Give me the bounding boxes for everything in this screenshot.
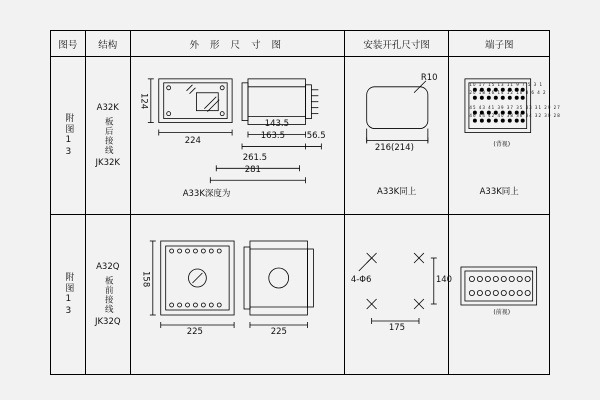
row1-hole-radius: R10 bbox=[420, 73, 438, 83]
row1-dim-height: 124 bbox=[138, 93, 149, 110]
row2-hole-height: 140 bbox=[435, 275, 453, 285]
row1-structure bbox=[86, 57, 131, 214]
row1-terminal-row-3: 45 43 41 39 37 35 33 31 29 27 bbox=[469, 105, 561, 110]
row1-structure-top: A32K bbox=[96, 102, 119, 113]
row1-terminal-drawing bbox=[449, 57, 561, 214]
row2-terminal-caption: (前视) bbox=[493, 309, 511, 316]
header-outline-dwg: 外 形 尺 寸 图 bbox=[131, 31, 345, 56]
table-header-row bbox=[51, 31, 549, 57]
row1-dim-depth-b: 163.5 bbox=[260, 131, 286, 141]
row1-terminal-row-1: 10 17 15 13 11 9 7 5 3 1 bbox=[469, 82, 544, 87]
row2-terminal-drawing bbox=[449, 215, 549, 374]
row1-fig-no-label: 附图13 bbox=[63, 112, 74, 159]
row1-structure-bottom: JK32K bbox=[95, 157, 121, 168]
row2-hole-width: 175 bbox=[388, 323, 406, 333]
row2-dim-width: 225 bbox=[186, 327, 203, 337]
row1-hole-width: 216(214) bbox=[374, 143, 414, 153]
row2-structure-middle: 板前接线 bbox=[103, 275, 114, 314]
row2-dim-height: 158 bbox=[140, 271, 151, 288]
row2-outline-drawing bbox=[131, 215, 345, 374]
row1-outline-canvas bbox=[131, 57, 344, 214]
row2-structure bbox=[86, 215, 131, 374]
row2-hole-canvas bbox=[345, 215, 453, 374]
row1-outline-note: A33K深度为 bbox=[182, 189, 231, 199]
spec-table bbox=[50, 30, 561, 375]
table-row bbox=[51, 215, 549, 374]
row2-structure-top: A32Q bbox=[96, 261, 120, 272]
row1-dim-total-b: 281 bbox=[244, 165, 261, 175]
header-mounting-hole-dwg: 安装开孔尺寸图 bbox=[345, 31, 450, 56]
row1-fig-no bbox=[51, 57, 86, 214]
row2-structure-bottom: JK32Q bbox=[94, 316, 121, 327]
row1-dim-width: 224 bbox=[184, 136, 201, 146]
header-structure: 结构 bbox=[86, 31, 131, 56]
row1-dim-total-a: 261.5 bbox=[242, 153, 268, 163]
header-fig-no: 图号 bbox=[51, 31, 86, 56]
row1-structure-middle: 板后接线 bbox=[103, 116, 114, 155]
row1-hole-note: A33K同上 bbox=[377, 187, 417, 197]
row1-outline-drawing bbox=[131, 57, 345, 214]
row1-terminal-canvas bbox=[449, 57, 561, 214]
row1-dim-depth-a: 143.5 bbox=[264, 119, 290, 129]
row2-outline-canvas bbox=[131, 215, 344, 374]
row2-terminal-canvas bbox=[449, 215, 549, 374]
row1-hole-canvas bbox=[345, 57, 449, 214]
row2-hole-count: 4-Φ6 bbox=[350, 275, 372, 285]
row1-dim-flange: 56.5 bbox=[306, 131, 326, 141]
row2-fig-no-label: 附图13 bbox=[63, 271, 74, 318]
row1-hole-drawing bbox=[345, 57, 450, 214]
row1-terminal-caption: (背视) bbox=[493, 141, 511, 148]
row1-terminal-row-4: 46 44 42 40 38 36 34 32 30 28 bbox=[469, 113, 561, 118]
header-terminal-dwg: 端子图 bbox=[484, 39, 514, 51]
row2-fig-no bbox=[51, 215, 86, 374]
row1-terminal-note: A33K同上 bbox=[479, 187, 519, 197]
row2-hole-drawing bbox=[345, 215, 453, 374]
row2-dim-width-right: 225 bbox=[270, 327, 287, 337]
table-row bbox=[51, 57, 561, 215]
row1-terminal-row-2: 20 18 16 14 12 10 8 6 4 2 bbox=[469, 90, 547, 95]
